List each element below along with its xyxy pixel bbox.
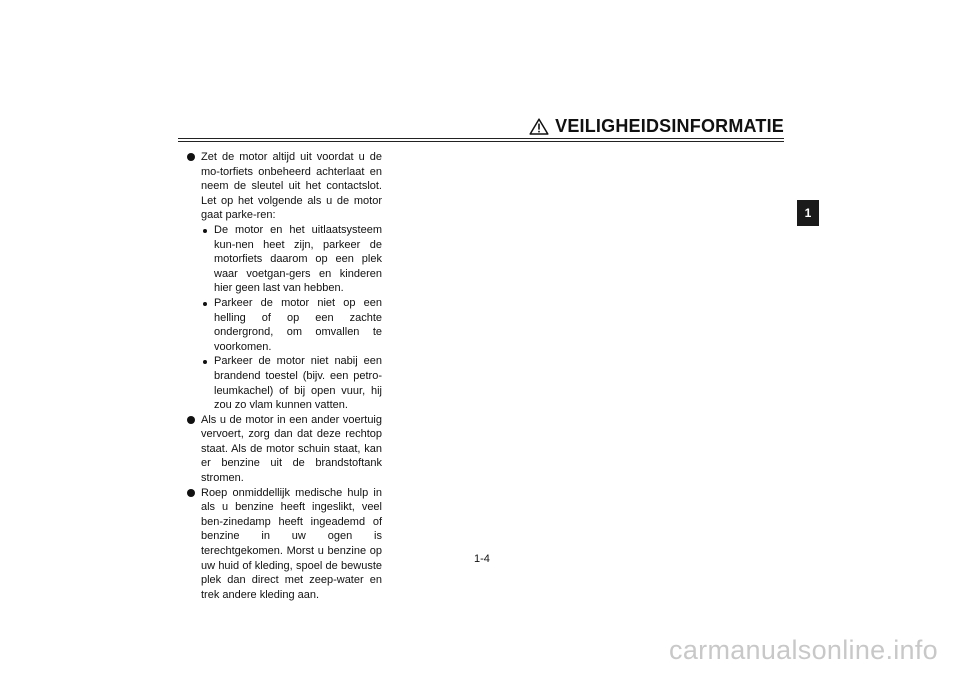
bullet-item [186,486,382,603]
sub-bullet-item [186,223,382,296]
sub-bullet-dot-icon [203,229,207,233]
section-title: VEILIGHEIDSINFORMATIE [555,116,784,136]
sub-bullet-dot-icon [203,360,207,364]
sub-bullet-dot-icon [203,302,207,306]
sub-bullet-text: Parkeer de motor niet nabij een brandend toestel (bijv. een petro-leumkachel) of bij open vuur, hij zou zo vlam kunnen vatten. [214,355,382,412]
safety-bullet-list [186,150,382,602]
sub-bullet-text: Parkeer de motor niet op een helling of op een zachte ondergrond, om omvallen te voorkomen. [214,296,382,353]
watermark: carmanualsonline.info [669,635,938,665]
header-rule-top [178,138,784,139]
bullet-dot-icon [187,153,195,161]
sub-bullet-item [186,354,382,412]
bullet-dot-icon [187,416,195,424]
page-number: 1-4 [474,553,490,565]
sub-bullet-text: De motor en het uitlaatsysteem kun-nen heet zijn, parkeer de motorfiets daarom op een plek waar voetgan-gers en kinderen hier geen last van hebben. [214,223,382,295]
bullet-item [186,150,382,223]
warning-triangle-icon [529,118,549,135]
sub-bullet-item [186,296,382,354]
bullet-item [186,413,382,486]
bullet-text: Zet de motor altijd uit voordat u de mo-torfiets onbeheerd achterlaat en neem de sleutel uit het contactslot. Let op het volgende als u de motor gaat parke-ren: [201,151,382,222]
bullet-text: Als u de motor in een ander voertuig vervoert, zorg dan dat deze rechtop staat. Als de motor schuin staat, kan er benzine uit de brandstoftank stromen. [201,413,382,485]
header-rule-bottom [178,141,784,142]
chapter-tab: 1 [797,200,819,226]
section-header [529,116,784,137]
bullet-dot-icon [187,489,195,497]
bullet-text: Roep onmiddellijk medische hulp in als u benzine heeft ingeslikt, veel ben-zinedamp heeft ingeademd of benzine in uw ogen is terechtgekomen. Morst u benzine op uw huid of kleding, spoel de bewuste plek dan direct met zeep-water en trek andere kleding aan. [201,486,382,601]
